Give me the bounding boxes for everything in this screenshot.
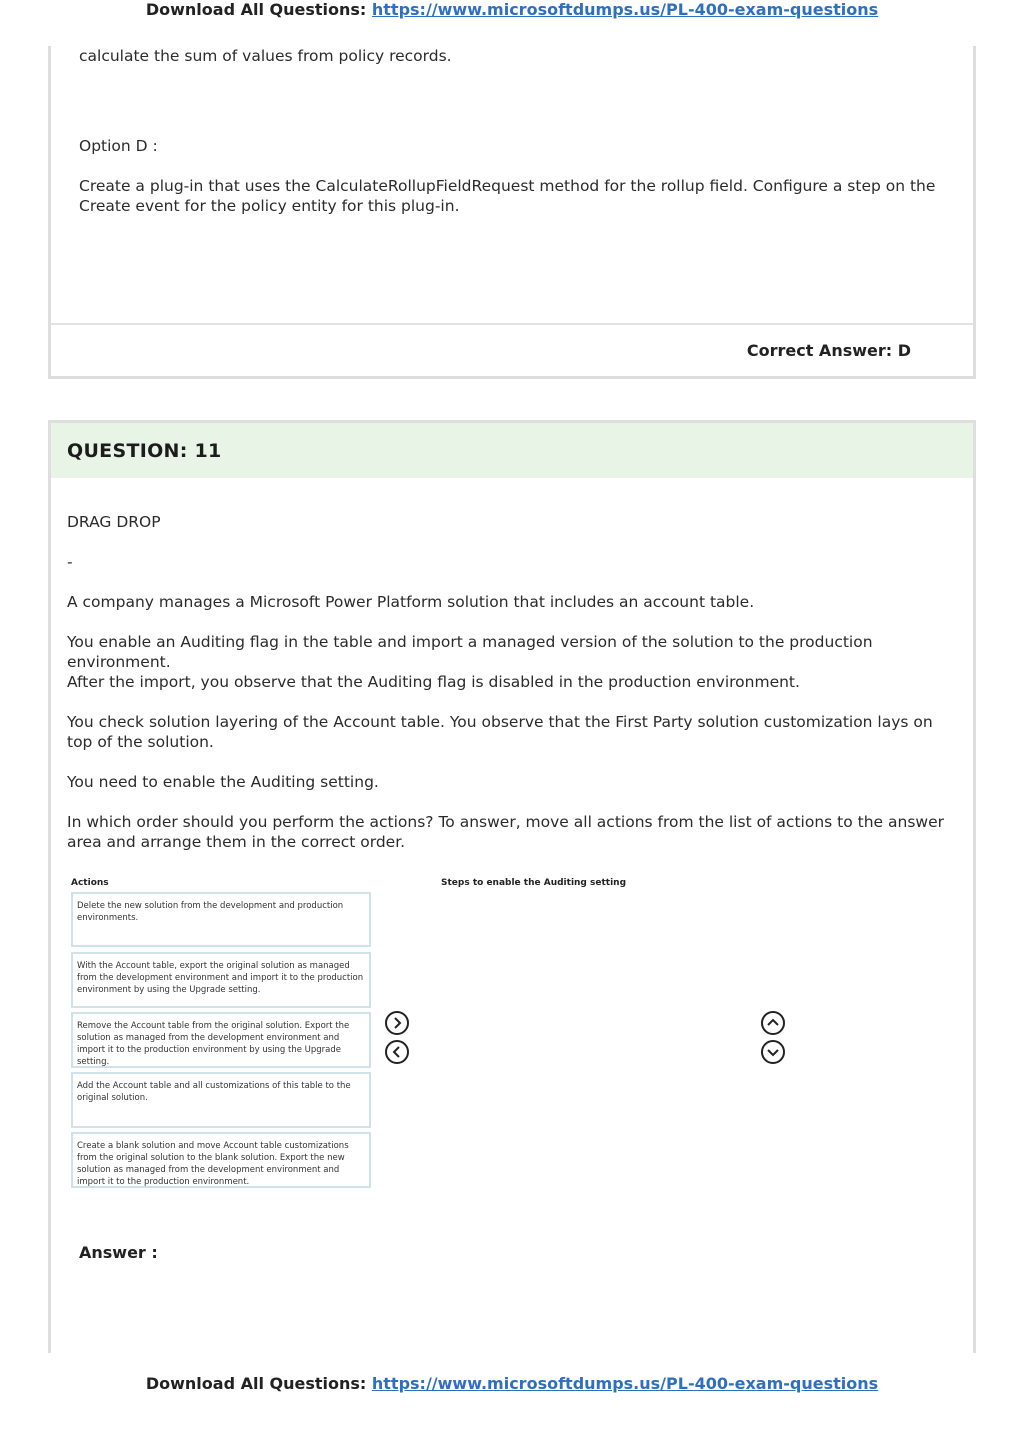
steps-heading: Steps to enable the Auditing setting <box>441 878 627 888</box>
question-panel <box>48 420 976 1353</box>
action-item[interactable]: Create a blank solution and move Account table customizations from the original solution to the blank solution. Export the new solution as managed from the development environment and import it to the production environment. <box>71 1132 371 1188</box>
action-item[interactable]: Add the Account table and all customizations of this table to the original solution. <box>71 1072 371 1128</box>
question-title: QUESTION: 11 <box>67 440 222 462</box>
move-up-button[interactable] <box>761 1011 785 1035</box>
chevron-right-icon <box>390 1016 404 1030</box>
question-paragraph: In which order should you perform the actions? To answer, move all actions from the list of actions to the answer area and arrange them in the correct order. <box>67 813 944 851</box>
question-paragraph: After the import, you observe that the Auditing flag is disabled in the production environment. <box>67 673 800 691</box>
download-link[interactable]: https://www.microsoftdumps.us/PL-400-exam-questions <box>371 1374 879 1393</box>
download-bar-top <box>0 0 1024 19</box>
move-down-button[interactable] <box>761 1040 785 1064</box>
chevron-up-icon <box>766 1016 780 1030</box>
option-d-label: Option D : <box>79 137 158 155</box>
question-paragraph: A company manages a Microsoft Power Platform solution that includes an account table. <box>67 593 755 611</box>
option-d-text: Create a plug-in that uses the CalculateRollupFieldRequest method for the rollup field. Configure a step on the Create event for the policy entity for this plug-in. <box>79 177 936 215</box>
download-label: Download All Questions: <box>145 0 367 19</box>
action-item[interactable]: Delete the new solution from the development and production environments. <box>71 892 371 947</box>
correct-answer: Correct Answer: D <box>746 341 911 360</box>
question-header <box>51 423 973 478</box>
previous-question-text: calculate the sum of values from policy records. <box>79 47 452 65</box>
chevron-down-icon <box>766 1045 780 1059</box>
question-paragraph: You enable an Auditing flag in the table and import a managed version of the solution to the production environment. <box>67 633 873 671</box>
drag-drop-exhibit <box>69 878 629 1208</box>
actions-heading: Actions <box>71 878 109 888</box>
action-item[interactable]: With the Account table, export the original solution as managed from the development environment and import it to the production environment by using the Upgrade setting. <box>71 952 371 1008</box>
action-item[interactable]: Remove the Account table from the original solution. Export the solution as managed from the development environment and import it to the production environment by using the Upgrade setting. <box>71 1012 371 1068</box>
move-right-button[interactable] <box>385 1011 409 1035</box>
question-dash: - <box>67 553 73 571</box>
question-paragraph: You need to enable the Auditing setting. <box>67 773 379 791</box>
chevron-left-icon <box>390 1045 404 1059</box>
previous-question-panel <box>48 46 976 379</box>
correct-answer-row <box>51 323 973 378</box>
question-paragraph: You check solution layering of the Account table. You observe that the First Party solution customization lays on top of the solution. <box>67 713 933 751</box>
download-bar-bottom <box>0 1374 1024 1393</box>
move-left-button[interactable] <box>385 1040 409 1064</box>
download-link[interactable]: https://www.microsoftdumps.us/PL-400-exam-questions <box>371 0 879 19</box>
download-label: Download All Questions: <box>145 1374 367 1393</box>
question-type: DRAG DROP <box>67 513 161 531</box>
answer-label: Answer : <box>79 1243 158 1262</box>
